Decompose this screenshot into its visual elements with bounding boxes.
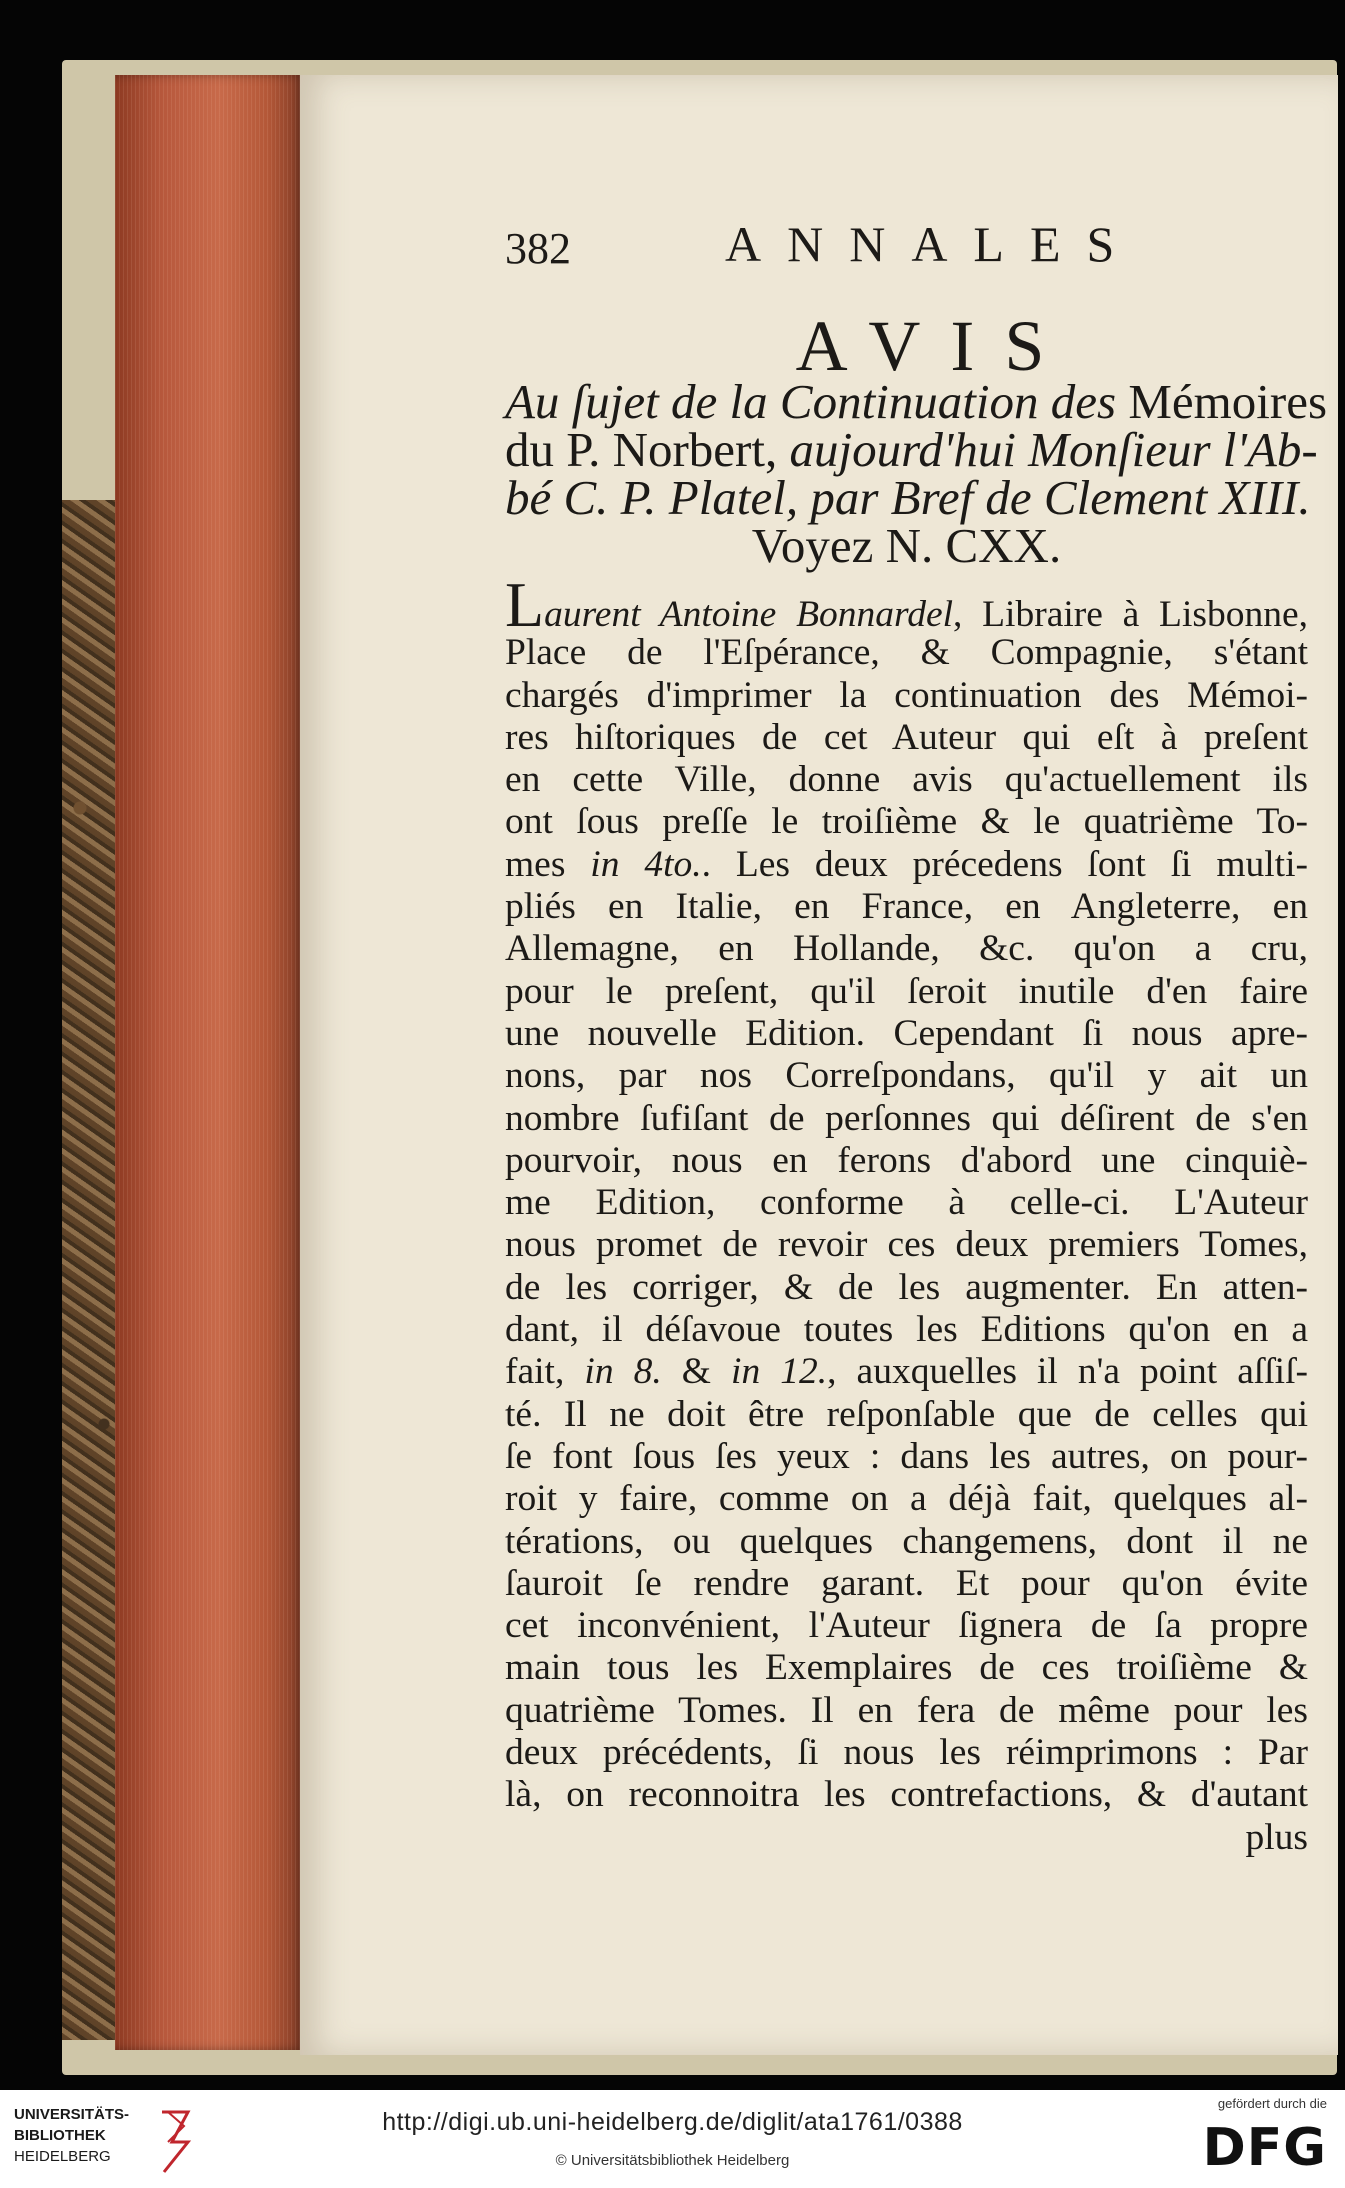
running-head: [505, 215, 1305, 275]
body-line: nous promet de revoir ces deux premiers Tomes,: [505, 1224, 1308, 1266]
body-line: nombre ſufiſant de perſonnes qui déſirent de s'en: [505, 1097, 1308, 1139]
body-line: Allemagne, en Hollande, &c. qu'on a cru,: [505, 928, 1308, 970]
dfg-logo[interactable]: [1197, 2096, 1327, 2182]
body-line: pour le preſent, qu'il ſeroit inutile d'en faire: [505, 970, 1308, 1012]
body-line: té. Il ne doit être reſponſable que de celles qui: [505, 1393, 1308, 1435]
page-url-link[interactable]: http://digi.ub.uni-heidelberg.de/diglit/ata1761/0388: [382, 2108, 963, 2136]
body-line: quatrième Tomes. Il en fera de même pour les: [505, 1689, 1308, 1731]
body-line: ſe font ſous ſes yeux : dans les autres, on pour-: [505, 1435, 1308, 1477]
body-line: ont ſous preſſe le troiſième & le quatrième To-: [505, 801, 1308, 843]
body-line: pourvoir, nous en ferons d'abord une cinquiè-: [505, 1139, 1308, 1181]
section-subtitle: [505, 374, 1328, 573]
subtitle-line: bé C. P. Platel, par Bref de Clement XIII.: [505, 470, 1311, 525]
section-heading: AVIS: [795, 306, 1075, 386]
body-line: mes in 4to.. Les deux précedens ſont ſi multi-: [505, 843, 1308, 885]
body-line: en cette Ville, donne avis qu'actuellement ils: [505, 759, 1308, 801]
body-line: Place de l'Eſpérance, & Compagnie, s'étant: [505, 632, 1308, 674]
body-line: res hiſtoriques de cet Auteur qui eſt à preſent: [505, 716, 1308, 758]
page-edges: [115, 75, 305, 2050]
subtitle-line: Voyez N. CXX.: [751, 518, 1062, 573]
body-line: ſauroit ſe rendre garant. Et pour qu'on évite: [505, 1562, 1308, 1604]
body-line: de les corriger, & de les augmenter. En atten-: [505, 1266, 1308, 1308]
funding-label: gefördert durch die: [1217, 2096, 1327, 2111]
viewer-footer: [0, 2090, 1345, 2188]
body-line: là, on reconnoitra les contrefactions, & d'autant: [505, 1774, 1308, 1816]
body-line: pliés en Italie, en France, en Angleterre, en: [505, 886, 1308, 928]
marbled-board: [62, 500, 122, 2040]
subtitle-line: du P. Norbert, aujourd'hui Monſieur l'Ab-: [505, 422, 1318, 477]
body-line: deux précédents, ſi nous les réimprimons : Par: [505, 1732, 1308, 1774]
body-line: me Edition, conforme à celle-ci. L'Auteur: [505, 1182, 1308, 1224]
body-line: nons, par nos Correſpondans, qu'il y ait un: [505, 1055, 1308, 1097]
body-line: main tous les Exemplaires de ces troiſième &: [505, 1647, 1308, 1689]
page-number: 382: [505, 224, 571, 273]
dfg-wordmark: DFG: [1202, 2118, 1327, 2178]
copyright-notice: © Universitätsbibliothek Heidelberg: [555, 2152, 790, 2169]
body-line: fait, in 8. & in 12., auxquelles il n'a point aſſiſ-: [505, 1351, 1308, 1393]
body-line: térations, ou quelques changemens, dont il ne: [505, 1520, 1308, 1562]
body-line: une nouvelle Edition. Cependant ſi nous apre-: [505, 1012, 1308, 1054]
body-line: dant, il déſavoue toutes les Editions qu'on en a: [505, 1309, 1308, 1351]
body-line: cet inconvénient, l'Auteur ſignera de ſa propre: [505, 1605, 1308, 1647]
body-line: roit y faire, comme on a déjà fait, quelques al-: [505, 1478, 1308, 1520]
library-name-line1: UNIVERSITÄTS-: [14, 2106, 130, 2123]
body-line: chargés d'imprimer la continuation des Mémoi-: [505, 674, 1308, 716]
body-text: [505, 569, 1308, 1859]
library-name-line3: HEIDELBERG: [14, 2148, 111, 2165]
running-head-title: ANNALES: [725, 216, 1141, 272]
subtitle-line: Au ſujet de la Continuation des Mémoires: [505, 374, 1328, 429]
library-name-line2: BIBLIOTHEK: [14, 2127, 106, 2144]
catchword: plus: [1245, 1816, 1308, 1858]
body-line: Laurent Antoine Bonnardel, Libraire à Lisbonne,: [505, 569, 1308, 640]
